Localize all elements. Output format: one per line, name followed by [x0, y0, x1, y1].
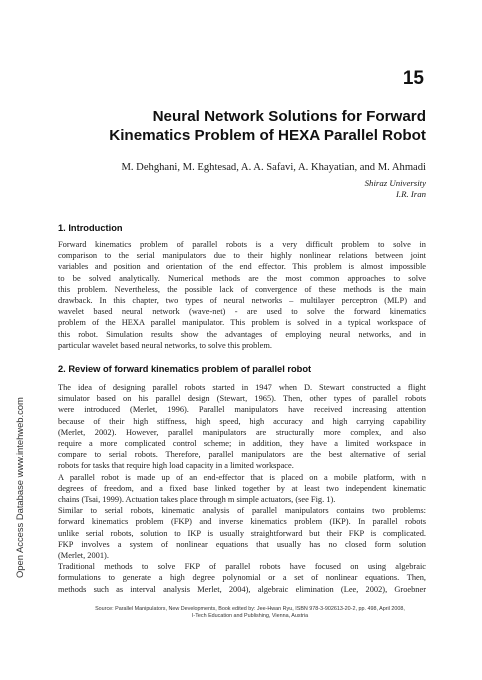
text-line: A parallel robot is made up of an end-effector that is placed on a mobile platform, with n — [58, 472, 426, 482]
text-line: forward kinematics problem (FKP) and inverse kinematics problem (IKP). In parallel robots — [58, 517, 426, 527]
text-line: The idea of designing parallel robots started in 1947 when D. Stewart constructed a flight — [58, 383, 426, 392]
review-paragraph — [58, 382, 426, 595]
text-line: compare to serial robots. Therefore, parallel manipulators are the best alternative of serial — [58, 450, 426, 460]
side-watermark: Open Access Database www.intehweb.com — [14, 397, 25, 578]
source-line: I-Tech Education and Publishing, Vienna, Austria — [191, 613, 309, 620]
text-line: wavelet based neural network (wave-net) - are used to solve the forward kinematics — [58, 307, 426, 317]
chapter-number: 15 — [402, 68, 424, 89]
text-line: unlike serial robots, solution to IKP is usually straightforward but their FKP is complicated. — [58, 528, 426, 538]
introduction-paragraph — [58, 239, 426, 351]
source-line: Source: Parallel Manipulators, New Developments, Book edited by: Jee-Hwan Ryu, ISBN 978-3-902613-20-2, pp. 498, April 2008, — [95, 606, 405, 612]
text-line: robots for tasks that require high load capacity in a limited workspace. — [58, 461, 294, 471]
affiliation-country: I.R. Iran — [395, 189, 426, 199]
text-line: this robot. Simulation results show the advantages of employing neural networks, and in — [58, 329, 426, 339]
text-line: FKP involves a system of nonlinear equations that usually has no closed form solution — [58, 539, 426, 549]
text-line: were introduced (Merlet, 1996). Parallel manipulators have received increasing attention — [58, 405, 426, 415]
text-line: Forward kinematics problem of parallel robots is a very difficult problem to solve in — [58, 240, 426, 249]
text-line: problem of the HEXA parallel manipulator. This problem is solved in a typical workspace of — [58, 318, 426, 328]
chapter-title — [66, 107, 426, 145]
text-line: Traditional methods to solve FKP of parallel robots have focused on using algebraic — [58, 562, 426, 572]
text-line: simulator based on his parallel design (Stewart, 1965). Then, other types of parallel robots — [58, 394, 426, 404]
text-line: variables and position and orientation of the end effector. This problem is almost impossible — [58, 262, 426, 272]
text-line: comparison to the serial manipulators due to their highly nonlinear relations between joint — [58, 251, 426, 261]
text-line: particular wavelet based neural networks, to solve this problem. — [58, 340, 272, 350]
source-footnote — [90, 606, 410, 621]
affiliation-university: Shiraz University — [364, 178, 426, 188]
text-line: formulations to generate a high degree polynomial or a set of nonlinear equations. Then, — [58, 573, 426, 583]
text-line: chains (Tsai, 1999). Actuation takes place through m simple actuators, (see Fig. 1). — [58, 495, 336, 505]
text-line: require a more complicated control scheme; in addition, they have a limited workspace in — [58, 439, 426, 449]
section-heading-introduction: 1. Introduction — [58, 223, 123, 233]
title-line-2: Kinematics Problem of HEXA Parallel Robot — [109, 127, 426, 144]
text-line: (Merlet, 2002). However, parallel manipulators are structurally more complex, and also — [58, 427, 426, 437]
title-line-1: Neural Network Solutions for Forward — [152, 108, 426, 125]
text-line: (Merlet, 2001). — [58, 551, 109, 561]
text-line: because of their high stiffness, high speed, high accuracy and high carrying capability — [58, 416, 426, 426]
authors: M. Dehghani, M. Eghtesad, A. A. Safavi, A. Khayatian, and M. Ahmadi — [121, 162, 426, 173]
text-line: to be solved analytically. Numerical methods are the most common approaches to solve — [58, 273, 426, 283]
section-heading-review: 2. Review of forward kinematics problem of parallel robot — [58, 364, 312, 374]
text-line: degrees of freedom, and a fixed base linked together by at least two independent kinematic — [58, 483, 426, 493]
text-line: drawback. In this chapter, two types of neural networks – multilayer perceptron (MLP) and — [58, 296, 426, 306]
text-line: methods such as interval analysis Merlet, 2004), algebraic elimination (Lee, 2002), Groebner — [58, 584, 426, 594]
text-line: Similar to serial robots, kinematic analysis of parallel manipulators contains two problems: — [58, 506, 426, 516]
text-line: this problem. Nevertheless, the possible lack of convergence of these methods is the main — [58, 284, 426, 294]
